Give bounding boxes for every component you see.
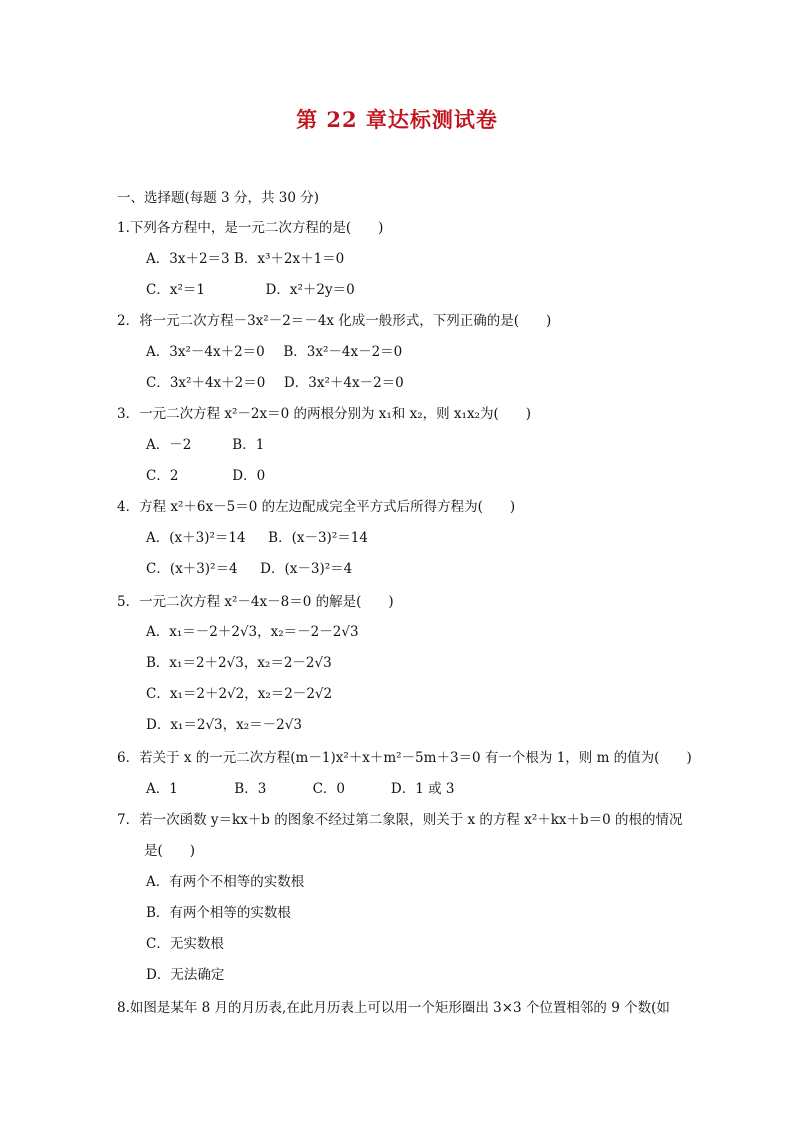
question-4-options-ab [146,529,368,547]
question-4-options-cd [146,560,352,578]
question-2-option-a: A．3x²－4x＋2＝0 [146,344,265,360]
question-6-option-c: C．0 [312,781,346,797]
question-2-option-d: D．3x²＋4x－2＝0 [283,375,404,391]
question-7-stem-continued: 是( ) [144,843,196,859]
question-1-option-c: C．x²＝1 [146,282,205,298]
question-4-stem: 4．方程 x²＋6x－5＝0 的左边配成完全平方式后所得方程为( ) [117,499,516,515]
question-1-option-d: D．x²＋2y＝0 [265,282,355,298]
question-2-option-b: B．3x²－4x－2＝0 [283,344,403,360]
question-7-option-d: D．无法确定 [146,967,225,983]
question-4-option-c: C．(x＋3)²＝4 [146,561,238,577]
question-2-options-ab [146,343,402,361]
question-4-option-d: D．(x－3)²＝4 [260,561,353,577]
question-6-option-b: B．3 [234,781,267,797]
question-7-option-b: B．有两个相等的实数根 [146,905,291,921]
question-3-stem: 3．一元二次方程 x²－2x＝0 的两根分别为 x₁和 x₂，则 x₁x₂为( ) [117,406,531,422]
question-5-option-a: A．x₁＝－2＋2√3，x₂＝－2－2√3 [146,624,359,640]
question-5-stem: 5．一元二次方程 x²－4x－8＝0 的解是( ) [117,594,394,610]
question-6-option-d: D．1 或 3 [390,781,455,797]
question-3-option-d: D．0 [232,468,266,484]
question-7-option-c: C．无实数根 [146,936,224,952]
question-1-options-ab [146,250,344,268]
question-2-option-c: C．3x²＋4x＋2＝0 [146,375,266,391]
section-heading: 一、选择题(每题 3 分，共 30 分) [117,190,319,206]
question-3-option-a: A．－2 [146,437,192,453]
question-3-option-c: C．2 [146,468,179,484]
question-3-options-cd [146,467,265,485]
question-6-option-a: A．1 [146,781,178,797]
question-1-options-cd [146,281,355,299]
question-7-option-a: A．有两个不相等的实数根 [146,874,305,890]
question-5-option-c: C．x₁＝2＋2√2，x₂＝2－2√2 [146,686,333,702]
question-6-stem: 6．若关于 x 的一元二次方程(m－1)x²＋x＋m²－5m＋3＝0 有一个根为 1，则 m 的值为( ) [117,750,692,766]
question-4-option-a: A．(x＋3)²＝14 [146,530,246,546]
question-5-option-d: D．x₁＝2√3，x₂＝－2√3 [146,717,302,733]
question-5-option-b: B．x₁＝2＋2√3，x₂＝2－2√3 [146,655,332,671]
question-2-options-cd [146,374,404,392]
question-1-option-b: B．x³＋2x＋1＝0 [233,251,345,267]
question-7-stem: 7．若一次函数 y＝kx＋b 的图象不经过第二象限，则关于 x 的方程 x²＋kx＋b＝0 的根的情况 [117,812,683,828]
question-1-stem: 1.下列各方程中，是一元二次方程的是( ) [117,220,384,236]
question-3-options-ab [146,436,264,454]
question-4-option-b: B．(x－3)²＝14 [268,530,368,546]
question-2-stem: 2．将一元二次方程－3x²－2＝－4x 化成一般形式，下列正确的是( ) [117,313,552,329]
question-3-option-b: B．1 [232,437,265,453]
question-1-option-a: A．3x＋2＝3 [146,251,230,267]
question-6-options [146,780,454,798]
question-8-stem: 8.如图是某年 8 月的月历表,在此月历表上可以用一个矩形圈出 3×3 个位置相邻的 9 个数(如 [117,1000,670,1016]
page-title: 第 22 章达标测试卷 [296,107,498,132]
